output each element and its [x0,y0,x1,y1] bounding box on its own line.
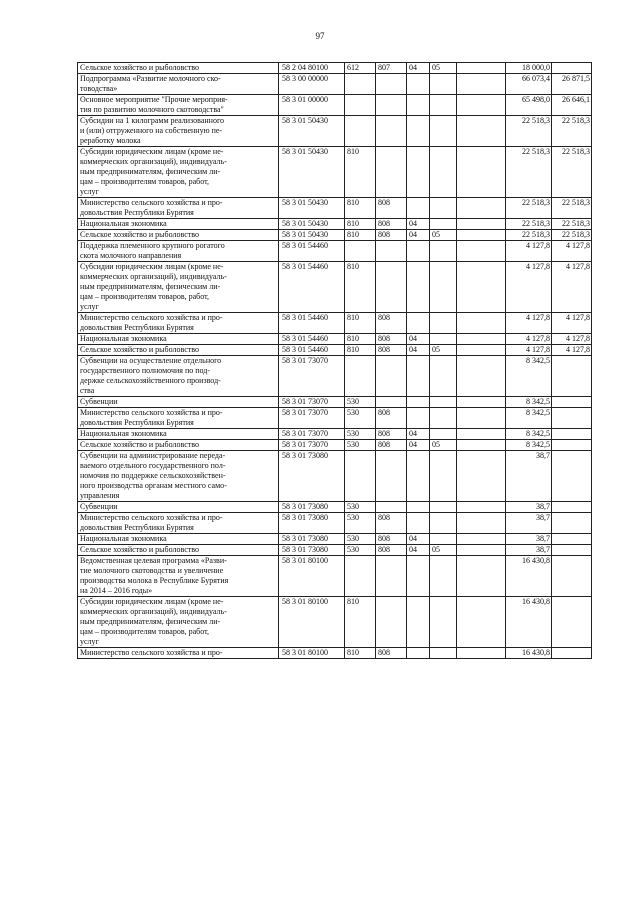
row-code-cell: 58 3 01 54460 [279,345,345,356]
row-section-cell: 04 [407,219,430,230]
table-row [78,345,592,356]
row-subsection-cell [430,534,457,545]
row-expense-type-cell: 810 [345,198,376,219]
row-ministry-cell: 808 [376,534,407,545]
row-name-cell: Министерство сельского хозяйства и про- [78,648,279,659]
row-code-cell: 58 3 00 00000 [279,74,345,95]
row-ministry-cell: 808 [376,648,407,659]
row-expense-type-cell: 530 [345,408,376,429]
table-row [78,313,592,334]
row-ministry-cell [376,451,407,502]
row-name-cell: Субсидии юридическим лицам (кроме не- коммерческих организаций), индивидуаль- ным предпринимателям, физическим ли- цам – производителям товаров, работ, услуг [78,262,279,313]
row-section-cell: 04 [407,230,430,241]
row-ministry-cell [376,502,407,513]
row-ministry-cell [376,356,407,397]
row-empty-cell [457,345,506,356]
row-amount2-cell: 26 646,1 [552,95,592,116]
row-ministry-cell [376,597,407,648]
row-empty-cell [457,451,506,502]
row-subsection-cell [430,513,457,534]
table-row [78,429,592,440]
table-row [78,451,592,502]
row-code-cell: 58 3 01 73070 [279,356,345,397]
row-ministry-cell [376,74,407,95]
row-amount2-cell: 22 518,3 [552,230,592,241]
row-amount2-cell [552,408,592,429]
row-amount-cell: 22 518,3 [506,116,552,147]
row-ministry-cell [376,262,407,313]
row-ministry-cell: 808 [376,345,407,356]
row-name-cell: Сельское хозяйство и рыболовство [78,63,279,74]
row-expense-type-cell: 810 [345,648,376,659]
row-amount2-cell [552,513,592,534]
row-amount2-cell: 4 127,8 [552,313,592,334]
table-row [78,502,592,513]
row-code-cell: 58 3 01 73080 [279,545,345,556]
row-amount2-cell [552,397,592,408]
table-row [78,513,592,534]
row-amount2-cell: 4 127,8 [552,262,592,313]
row-code-cell: 58 3 01 73070 [279,440,345,451]
row-ministry-cell: 808 [376,219,407,230]
row-empty-cell [457,545,506,556]
row-name-cell: Подпрограмма «Развитие молочного ско- товодства» [78,74,279,95]
row-section-cell: 04 [407,534,430,545]
row-amount2-cell [552,534,592,545]
row-name-cell: Национальная экономика [78,219,279,230]
row-ministry-cell [376,556,407,597]
row-ministry-cell [376,241,407,262]
table-row [78,356,592,397]
row-expense-type-cell [345,451,376,502]
row-amount-cell: 38,7 [506,545,552,556]
row-empty-cell [457,440,506,451]
row-amount-cell: 38,7 [506,513,552,534]
row-ministry-cell: 808 [376,198,407,219]
row-amount-cell: 4 127,8 [506,345,552,356]
row-name-cell: Субвенции [78,397,279,408]
row-expense-type-cell: 530 [345,440,376,451]
row-amount-cell: 38,7 [506,451,552,502]
row-expense-type-cell: 530 [345,545,376,556]
row-section-cell [407,95,430,116]
table-row [78,440,592,451]
row-section-cell [407,513,430,534]
row-expense-type-cell [345,116,376,147]
row-section-cell: 04 [407,334,430,345]
row-amount-cell: 8 342,5 [506,440,552,451]
table-row [78,95,592,116]
row-ministry-cell [376,397,407,408]
row-subsection-cell [430,502,457,513]
row-ministry-cell [376,95,407,116]
row-subsection-cell: 05 [430,230,457,241]
row-amount2-cell: 22 518,3 [552,116,592,147]
row-name-cell: Ведомственная целевая программа «Разви- тие молочного скотоводства и увеличение производства молока в Республике Бурятия на 2014 – 2016 годы» [78,556,279,597]
row-amount2-cell: 22 518,3 [552,219,592,230]
row-subsection-cell [430,74,457,95]
row-name-cell: Национальная экономика [78,534,279,545]
row-subsection-cell [430,116,457,147]
table-row [78,147,592,198]
row-code-cell: 58 3 01 54460 [279,313,345,334]
row-section-cell: 04 [407,545,430,556]
row-subsection-cell [430,648,457,659]
row-expense-type-cell: 810 [345,262,376,313]
row-amount-cell: 16 430,8 [506,597,552,648]
row-subsection-cell [430,451,457,502]
row-amount2-cell: 4 127,8 [552,241,592,262]
row-amount2-cell [552,440,592,451]
row-empty-cell [457,334,506,345]
row-name-cell: Субвенции [78,502,279,513]
table-row [78,556,592,597]
table-row [78,534,592,545]
row-expense-type-cell: 612 [345,63,376,74]
row-section-cell [407,198,430,219]
row-subsection-cell [430,597,457,648]
row-ministry-cell: 808 [376,429,407,440]
row-code-cell: 58 3 01 50430 [279,230,345,241]
row-ministry-cell: 808 [376,334,407,345]
row-amount2-cell [552,63,592,74]
row-name-cell: Субсидии юридическим лицам (кроме не- коммерческих организаций), индивидуаль- ным предпринимателям, физическим ли- цам – производителям товаров, работ, услуг [78,147,279,198]
row-section-cell [407,597,430,648]
row-amount-cell: 22 518,3 [506,230,552,241]
row-amount-cell: 16 430,8 [506,556,552,597]
row-empty-cell [457,230,506,241]
row-amount-cell: 4 127,8 [506,262,552,313]
row-amount-cell: 4 127,8 [506,313,552,334]
row-subsection-cell [430,429,457,440]
table-row [78,648,592,659]
budget-table [77,62,592,659]
row-code-cell: 58 3 01 54460 [279,262,345,313]
row-amount2-cell: 26 871,5 [552,74,592,95]
row-section-cell [407,241,430,262]
table-row [78,397,592,408]
row-subsection-cell [430,334,457,345]
row-code-cell: 58 3 01 00000 [279,95,345,116]
row-amount2-cell [552,648,592,659]
row-empty-cell [457,502,506,513]
table-row [78,63,592,74]
table-row [78,334,592,345]
row-code-cell: 58 2 04 80100 [279,63,345,74]
table-row [78,408,592,429]
row-empty-cell [457,408,506,429]
row-amount-cell: 4 127,8 [506,241,552,262]
row-section-cell [407,116,430,147]
row-expense-type-cell: 810 [345,147,376,198]
row-expense-type-cell [345,556,376,597]
row-expense-type-cell [345,74,376,95]
row-empty-cell [457,219,506,230]
row-empty-cell [457,74,506,95]
table-row [78,545,592,556]
row-amount-cell: 38,7 [506,534,552,545]
row-name-cell: Поддержка племенного крупного рогатого скота молочного направления [78,241,279,262]
row-amount-cell: 22 518,3 [506,147,552,198]
row-empty-cell [457,534,506,545]
row-empty-cell [457,556,506,597]
row-subsection-cell [430,219,457,230]
row-empty-cell [457,63,506,74]
table-row [78,597,592,648]
row-amount-cell: 8 342,5 [506,397,552,408]
row-empty-cell [457,116,506,147]
row-name-cell: Субсидии на 1 килограмм реализованного и (или) отгруженного на собственную пе- реработку молока [78,116,279,147]
row-expense-type-cell [345,356,376,397]
row-ministry-cell: 808 [376,313,407,334]
row-empty-cell [457,397,506,408]
table-row [78,262,592,313]
table-row [78,241,592,262]
row-section-cell [407,356,430,397]
row-amount2-cell [552,545,592,556]
row-section-cell: 04 [407,429,430,440]
row-ministry-cell: 808 [376,230,407,241]
row-code-cell: 58 3 01 80100 [279,556,345,597]
row-name-cell: Министерство сельского хозяйства и про- довольствия Республики Бурятия [78,198,279,219]
row-code-cell: 58 3 01 73070 [279,429,345,440]
row-name-cell: Министерство сельского хозяйства и про- довольствия Республики Бурятия [78,513,279,534]
row-amount-cell: 4 127,8 [506,334,552,345]
row-empty-cell [457,95,506,116]
row-ministry-cell: 808 [376,440,407,451]
row-ministry-cell: 808 [376,408,407,429]
row-expense-type-cell: 810 [345,345,376,356]
row-subsection-cell [430,95,457,116]
row-amount2-cell: 22 518,3 [552,198,592,219]
row-amount2-cell: 4 127,8 [552,334,592,345]
row-subsection-cell [430,198,457,219]
row-expense-type-cell: 530 [345,534,376,545]
row-empty-cell [457,198,506,219]
row-name-cell: Сельское хозяйство и рыболовство [78,440,279,451]
row-amount2-cell [552,356,592,397]
row-section-cell [407,313,430,334]
row-expense-type-cell: 810 [345,334,376,345]
row-subsection-cell [430,147,457,198]
table-row [78,198,592,219]
row-empty-cell [457,262,506,313]
row-section-cell [407,74,430,95]
row-expense-type-cell [345,241,376,262]
row-name-cell: Субвенции на осуществление отдельного государственного полномочия по под- держке сельскохозяйственного производ- ства [78,356,279,397]
row-expense-type-cell: 530 [345,513,376,534]
row-section-cell [407,502,430,513]
row-subsection-cell [430,262,457,313]
row-section-cell [407,408,430,429]
row-expense-type-cell [345,95,376,116]
row-amount2-cell [552,502,592,513]
row-section-cell [407,147,430,198]
table-row [78,219,592,230]
row-name-cell: Субвенции на администрирование переда- ваемого отдельного государственного пол- номочия по поддержке сельскохозяйствен- ного производства органам местного само- управления [78,451,279,502]
row-code-cell: 58 3 01 50430 [279,147,345,198]
row-empty-cell [457,356,506,397]
row-amount2-cell [552,429,592,440]
row-code-cell: 58 3 01 73080 [279,513,345,534]
row-amount-cell: 22 518,3 [506,219,552,230]
row-empty-cell [457,513,506,534]
row-section-cell: 04 [407,63,430,74]
row-amount-cell: 16 430,8 [506,648,552,659]
row-ministry-cell [376,116,407,147]
row-amount-cell: 8 342,5 [506,429,552,440]
page-number: 97 [315,31,325,41]
row-amount-cell: 8 342,5 [506,356,552,397]
row-subsection-cell: 05 [430,345,457,356]
row-name-cell: Министерство сельского хозяйства и про- довольствия Республики Бурятия [78,313,279,334]
row-code-cell: 58 3 01 50430 [279,219,345,230]
row-section-cell [407,262,430,313]
row-name-cell: Сельское хозяйство и рыболовство [78,230,279,241]
row-subsection-cell: 05 [430,63,457,74]
row-code-cell: 58 3 01 80100 [279,648,345,659]
row-name-cell: Национальная экономика [78,334,279,345]
row-code-cell: 58 3 01 50430 [279,116,345,147]
row-ministry-cell: 808 [376,545,407,556]
row-amount-cell: 22 518,3 [506,198,552,219]
row-code-cell: 58 3 01 50430 [279,198,345,219]
row-empty-cell [457,313,506,334]
row-expense-type-cell: 530 [345,429,376,440]
row-empty-cell [457,241,506,262]
row-name-cell: Национальная экономика [78,429,279,440]
table-row [78,74,592,95]
row-section-cell: 04 [407,440,430,451]
row-name-cell: Субсидии юридическим лицам (кроме не- коммерческих организаций), индивидуаль- ным предпринимателям, физическим ли- цам – производителям товаров, работ, услуг [78,597,279,648]
row-section-cell [407,451,430,502]
row-subsection-cell: 05 [430,440,457,451]
row-name-cell: Министерство сельского хозяйства и про- довольствия Республики Бурятия [78,408,279,429]
row-subsection-cell: 05 [430,545,457,556]
row-code-cell: 58 3 01 73080 [279,502,345,513]
row-amount-cell: 66 073,4 [506,74,552,95]
row-section-cell: 04 [407,345,430,356]
row-ministry-cell: 808 [376,513,407,534]
table-row [78,116,592,147]
row-section-cell [407,397,430,408]
row-code-cell: 58 3 01 54460 [279,241,345,262]
row-empty-cell [457,648,506,659]
row-section-cell [407,556,430,597]
row-subsection-cell [430,313,457,334]
row-amount2-cell: 22 518,3 [552,147,592,198]
row-amount2-cell: 4 127,8 [552,345,592,356]
row-expense-type-cell: 810 [345,219,376,230]
row-name-cell: Сельское хозяйство и рыболовство [78,345,279,356]
row-amount-cell: 18 000,0 [506,63,552,74]
row-subsection-cell [430,556,457,597]
row-section-cell [407,648,430,659]
row-subsection-cell [430,241,457,262]
row-empty-cell [457,147,506,198]
row-amount-cell: 38,7 [506,502,552,513]
row-expense-type-cell: 810 [345,597,376,648]
row-code-cell: 58 3 01 73080 [279,451,345,502]
row-name-cell: Сельское хозяйство и рыболовство [78,545,279,556]
row-amount2-cell [552,597,592,648]
row-ministry-cell: 807 [376,63,407,74]
row-expense-type-cell: 810 [345,230,376,241]
row-subsection-cell [430,408,457,429]
row-amount-cell: 65 498,0 [506,95,552,116]
row-expense-type-cell: 810 [345,313,376,334]
row-code-cell: 58 3 01 73070 [279,397,345,408]
row-code-cell: 58 3 01 73070 [279,408,345,429]
row-code-cell: 58 3 01 54460 [279,334,345,345]
row-expense-type-cell: 530 [345,502,376,513]
row-subsection-cell [430,397,457,408]
row-expense-type-cell: 530 [345,397,376,408]
table-row [78,230,592,241]
row-empty-cell [457,597,506,648]
row-amount2-cell [552,451,592,502]
row-amount2-cell [552,556,592,597]
row-code-cell: 58 3 01 73080 [279,534,345,545]
row-amount-cell: 8 342,5 [506,408,552,429]
row-subsection-cell [430,356,457,397]
row-code-cell: 58 3 01 80100 [279,597,345,648]
row-name-cell: Основное мероприятие "Прочие мероприя- тия по развитию молочного скотоводства" [78,95,279,116]
row-empty-cell [457,429,506,440]
row-ministry-cell [376,147,407,198]
